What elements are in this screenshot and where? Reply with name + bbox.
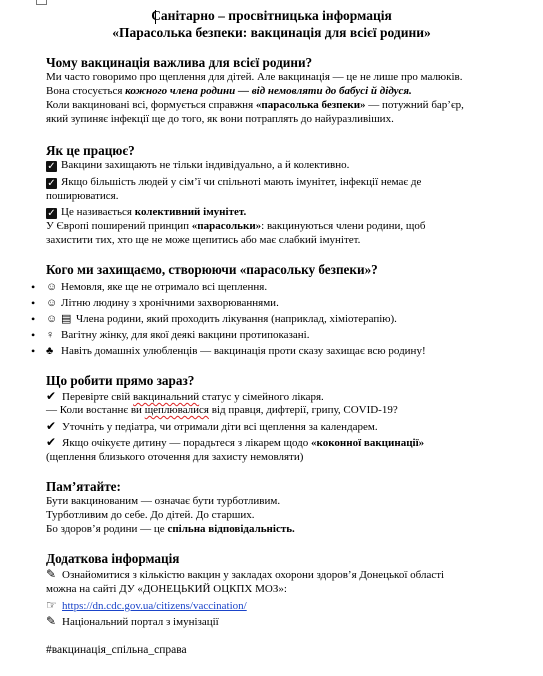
elderly-emoji-icon: ☺ (46, 297, 58, 309)
extra-line-1: ✎ Ознайомитися з кількістю вакцин у закладах охорони здоров’я Донецької області (46, 567, 445, 581)
checkbox-icon: ✓ (47, 178, 56, 189)
how-check-item-2-cont: поширюватися. (46, 190, 119, 202)
who-list-item: ♀ Вагітну жінку, для якої деякі вакцини протипоказані. (46, 329, 310, 341)
bullet-icon: • (31, 312, 36, 326)
pushpin-icon: ✎ (46, 567, 57, 581)
who-list-item: ☺ Немовля, яке ще не отримало всі щеплення. (46, 281, 268, 293)
who-list-item: ☺ ▤ Члена родини, який проходить лікування (наприклад, хіміотерапію). (46, 313, 397, 325)
remember-line-1: Бути вакцинованим — означає бути турботливим. (46, 495, 281, 507)
check-mark-icon: ✔ (46, 389, 57, 403)
now-item-3: ✔ Уточніть у педіатра, чи отримали діти всі щеплення за календарем. (46, 419, 378, 433)
section-who-heading: Кого ми захищаємо, створюючи «парасольку безпеки»? (46, 262, 378, 277)
check-mark-icon: ✔ (46, 419, 57, 433)
now-item-4: ✔ Якщо очікуєте дитину — порадьтеся з лікарем щодо «коконної вакцинації» (46, 435, 425, 449)
title-line-2: «Парасолька безпеки: вакцинація для всієї родини» (112, 25, 431, 40)
bullet-icon: • (31, 344, 36, 358)
how-check-item-1: ✓ Вакцини захищають не тільки індивідуально, а й колективно. (47, 159, 350, 172)
how-paragraph-line-1: У Європі поширений принцип «парасольки»: вакцинуються члени родини, щоб (46, 220, 426, 232)
title-line-1: Санітарно – просвітницька інформація (151, 8, 392, 23)
now-item-1: ✔ Перевірте свій вакцинальний статус у сімейного лікаря. (46, 389, 324, 403)
medical-note-icon: ▤ (61, 313, 72, 325)
check-mark-icon: ✔ (46, 435, 57, 449)
extra-line-2: можна на сайті ДУ «ДОНЕЦЬКИЙ ОЦКПХ МОЗ»: (46, 583, 287, 595)
who-list-item: ☺ Літню людину з хронічними захворюваннями. (46, 297, 279, 309)
checkbox-icon: ✓ (47, 208, 56, 219)
pet-emoji-icon: ♣ (46, 345, 54, 357)
pointing-hand-icon: ☞ (46, 598, 57, 612)
section-why-line-4: який зупиняє інфекції ще до того, як вони потраплять до найуразливіших. (46, 113, 394, 125)
checkbox-icon: ✓ (47, 161, 56, 172)
hashtag: #вакцинація_спільна_справа (46, 644, 187, 656)
extra-line-3: ✎ Національний портал з імунізації (46, 614, 219, 628)
section-why-heading: Чому вакцинація важлива для всієї родини? (46, 55, 313, 70)
remember-line-3: Бо здоров’я родини — це спільна відповідальність. (46, 523, 295, 535)
now-item-4-cont: (щеплення близького оточення для захисту немовляти) (46, 451, 304, 463)
now-item-2: — Коли востаннє ви щеплювалися від правця, дифтерії, грипу, COVID-19? (46, 404, 398, 416)
how-paragraph-line-2: захистити тих, хто ще не може щепитись або має слабкий імунітет. (46, 234, 361, 246)
extra-link-row (46, 598, 247, 613)
pregnant-woman-icon: ♀ (46, 329, 55, 341)
baby-emoji-icon: ☺ (46, 281, 58, 293)
how-check-item-3: ✓ Це називається колективний імунітет. (47, 206, 247, 219)
section-why-line-3: Коли вакциновані всі, формується справжня «парасолька безпеки» — потужний бар’єр, (46, 99, 464, 111)
section-remember-heading: Пам’ятайте: (46, 479, 121, 494)
who-list-item: ♣ Навіть домашніх улюбленців — вакцинація проти сказу захищає всю родину! (46, 345, 426, 357)
patient-emoji-icon: ☺ (46, 313, 58, 325)
section-how-heading: Як це працює? (46, 143, 135, 158)
bullet-icon: • (31, 328, 36, 342)
vaccination-link[interactable]: https://dn.cdc.gov.ua/citizens/vaccination/ (62, 600, 247, 612)
how-check-item-2: ✓ Якщо більшість людей у сім’ї чи спільноті мають імунітет, інфекції немає де (47, 176, 422, 189)
section-why-line-2: Вона стосується кожного члена родини — від немовляти до бабусі й дідуся. (46, 85, 412, 97)
bullet-icon: • (31, 296, 36, 310)
remember-line-2: Турботливим до себе. До дітей. До старших. (46, 509, 255, 521)
section-extra-heading: Додаткова інформація (46, 551, 180, 566)
section-why-line-1: Ми часто говоримо про щеплення для дітей. Але вакцинація — це не лише про малюків. (46, 71, 463, 83)
bullet-icon: • (31, 280, 36, 294)
pushpin-icon: ✎ (46, 614, 57, 628)
page-corner-marker (36, 0, 47, 5)
section-now-heading: Що робити прямо зараз? (46, 373, 195, 388)
